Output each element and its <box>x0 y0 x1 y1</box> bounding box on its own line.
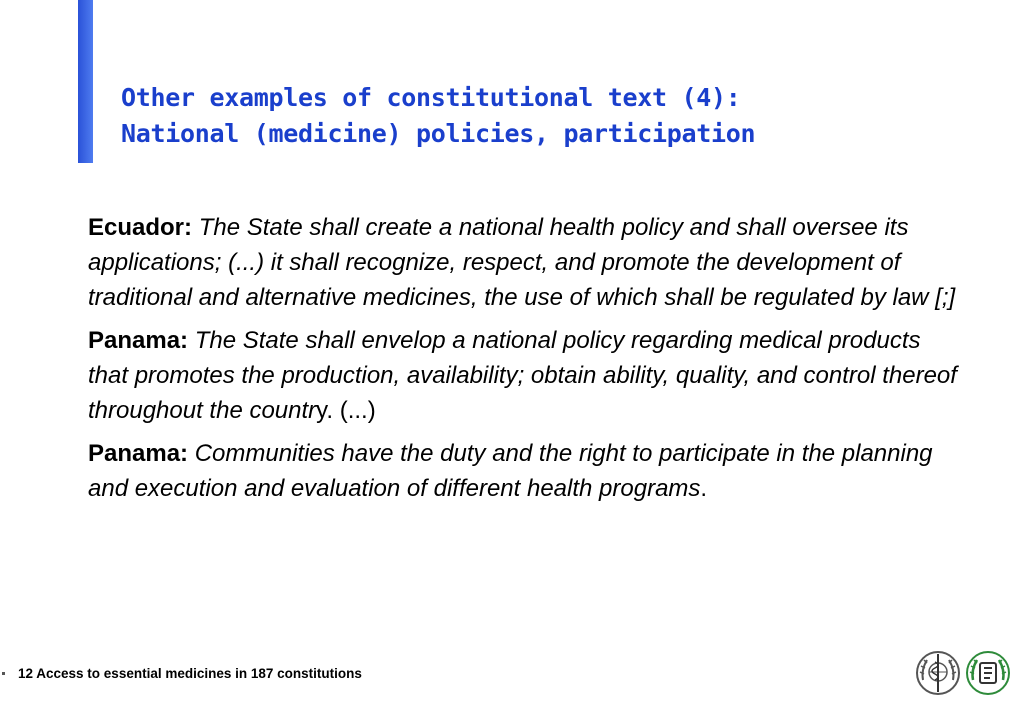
slide-footer: 12 Access to essential medicines in 187 constitutions <box>18 666 362 681</box>
footer-logos <box>915 650 1015 700</box>
slide-title-line-1: Other examples of constitutional text (4): <box>121 83 741 112</box>
constitution-quote: Communities have the duty and the right to participate in the planning and execution and evaluation of different health programs <box>88 440 933 502</box>
slide-title <box>121 80 981 152</box>
title-accent-bar <box>78 0 93 163</box>
country-label: Panama: <box>88 327 189 354</box>
constitution-quote: The State shall envelop a national policy regarding medical products that promotes the production, availability; obtain ability, quality, and control thereof throughout the countr <box>88 327 957 424</box>
who-emblem-icon <box>915 650 961 696</box>
country-label: Panama: <box>88 440 189 467</box>
country-label: Ecuador: <box>88 214 193 241</box>
paragraph-ecuador <box>88 210 958 315</box>
organization-emblem-icon <box>965 650 1011 696</box>
constitution-quote: The State shall create a national health policy and shall oversee its applications; (...) it shall recognize, respect, and promote the development of traditional and alternative medicines, the use of which shall be regulated by law [;] <box>88 214 956 311</box>
quote-tail: y. (...) <box>316 397 376 424</box>
paragraph-panama-participation <box>88 436 958 506</box>
slide-body <box>88 210 958 514</box>
quote-tail: . <box>700 475 708 502</box>
slide-title-line-2: National (medicine) policies, participation <box>121 119 756 148</box>
footer-bullet <box>2 672 5 675</box>
paragraph-panama-policy <box>88 323 958 428</box>
